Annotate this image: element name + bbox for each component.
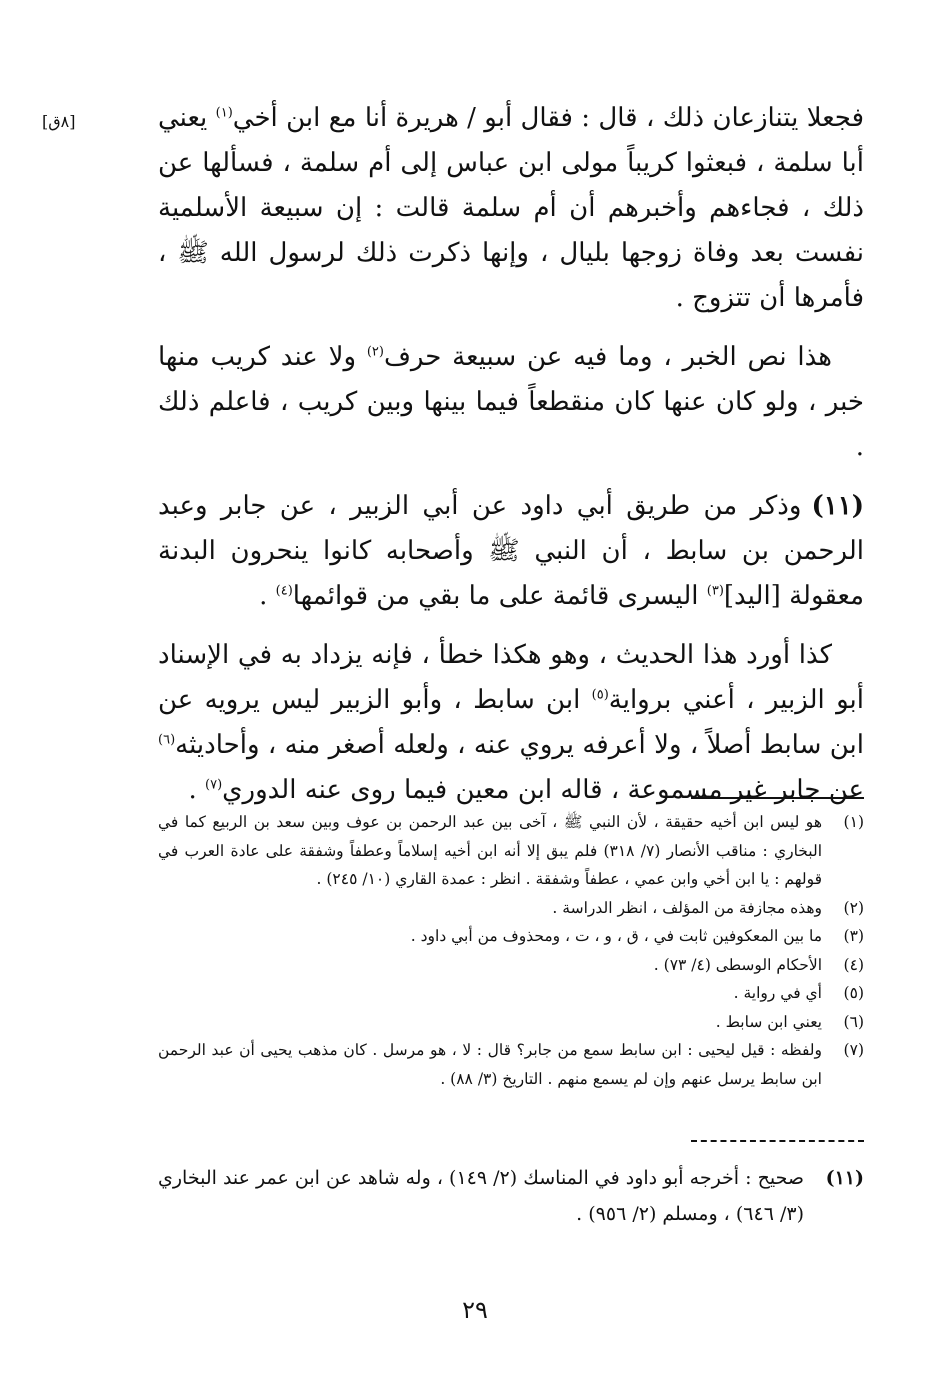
footnote-2: (٢) وهذه مجازفة من المؤلف ، انظر الدراسة . (552, 898, 864, 917)
hadith-11-paragraph: (١١)وذكر من طريق أبي داود عن أبي الزبير ، عن جابر وعبد الرحمن بن سابط ، أن النبي ﷺ وأصحابه كانوا ينحرون البدنة معقولة [اليد]$^{(٣)}$ اليسرى قائمة على ما بقي من قوائمها$^{(٤)}$ . (158, 491, 864, 611)
paragraph-1: فجعلا يتنازعان ذلك ، قال : فقال أبو / هريرة أنا مع ابن أخي$^{(١)}$ يعني أبا سلمة ، فبعثوا كريباً مولى ابن عباس إلى أم سلمة ، فسألها عن ذلك ، فجاءهم وأخبرهم أن أم سلمة قالت : إن سبيعة الأسلمية نفست بعد وفاة زوجها بليال ، وإنها ذكرت ذلك لرسول الله ﷺ ، فأمرها أن تتزوج . (158, 103, 865, 313)
footnote-ref[interactable]: (١) (215, 105, 233, 121)
footnote-ref[interactable]: (٣) (706, 583, 724, 599)
main-text (158, 96, 864, 827)
footnote-3: (٣) ما بين المعكوفين ثابت في ، ق ، و ، ت ، ومحذوف من أبي داود . (410, 927, 864, 945)
takhrij-number: (١١) (825, 1167, 864, 1189)
footnote-5: (٥) أي في رواية . (733, 984, 864, 1002)
footnote-1: (١) هو ليس ابن أخيه حقيقة ، لأن النبي ﷺ ، آخى بين عبد الرحمن بن عوف وبين سعد بن الربيع كما في البخاري : مناقب الأنصار (٧/ ٣١٨) فلم يبق إلا أنه ابن أخيه إسلاماً وعطفاً وشفقة على عادة العرب في قولهم : يا ابن أخي وابن عمي ، عطفاً وشفقة . انظر : عمدة القاري (١٠/ ٢٤٥) . (158, 813, 864, 888)
takhrij-note (158, 1160, 864, 1232)
takhrij-separator (691, 1140, 864, 1142)
footnote-6: (٦) يعني ابن سابط . (715, 1012, 864, 1031)
takhrij-text: صحيح : أخرجه أبو داود في المناسك (٢/ ١٤٩) ، وله شاهد عن ابن عمر عند البخاري (٣/ ٦٤٦) ، ومسلم (٢/ ٩٥٦) . (158, 1167, 804, 1225)
footnote-ref[interactable]: (٥) (591, 687, 609, 703)
footnote-ref[interactable]: (٧) (205, 777, 223, 793)
paragraph-4: كذا أورد هذا الحديث ، وهو هكذا خطأ ، فإنه يزداد به في الإسناد أبو الزبير ، أعني برواية$^{(٥)}$ ابن سابط ، وأبو الزبير ليس يرويه عن ابن سابط أصلاً ، ولا أعرفه يروي عنه ، ولعله أصغر منه ، وأحاديثه$^{(٦)}$ عن جابر غير مسموعة ، قاله ابن معين فيما روى عنه الدوري$^{(٧)}$ . (158, 640, 864, 805)
footnotes (158, 808, 864, 1093)
footnote-ref[interactable]: (٢) (366, 344, 384, 360)
footnote-separator (691, 797, 864, 799)
footnote-ref[interactable]: (٤) (275, 583, 293, 599)
footnote-7: (٧) ولفظه : قيل ليحيى : ابن سابط سمع من جابر؟ قال : لا ، هو مرسل . كان مذهب يحيى أن عبد الرحمن ابن سابط يرسل عنهم وإن لم يسمع منهم . التاريخ (٣/ ٨٨) . (158, 1041, 864, 1088)
hadith-number: (١١) (811, 491, 864, 521)
footnote-ref[interactable]: (٦) (158, 732, 176, 748)
margin-folio-note: [٨ق] (42, 112, 76, 131)
footnote-4: (٤) الأحكام الوسطى (٤/ ٧٣) . (653, 955, 864, 974)
paragraph-2: هذا نص الخبر ، وما فيه عن سبيعة حرف$^{(٢)}$ ولا عند كريب منها خبر ، ولو كان عنها كان منقطعاً فيما بينها وبين كريب ، فاعلم ذلك . (158, 342, 864, 462)
page-number: ٢٩ (462, 1296, 488, 1324)
